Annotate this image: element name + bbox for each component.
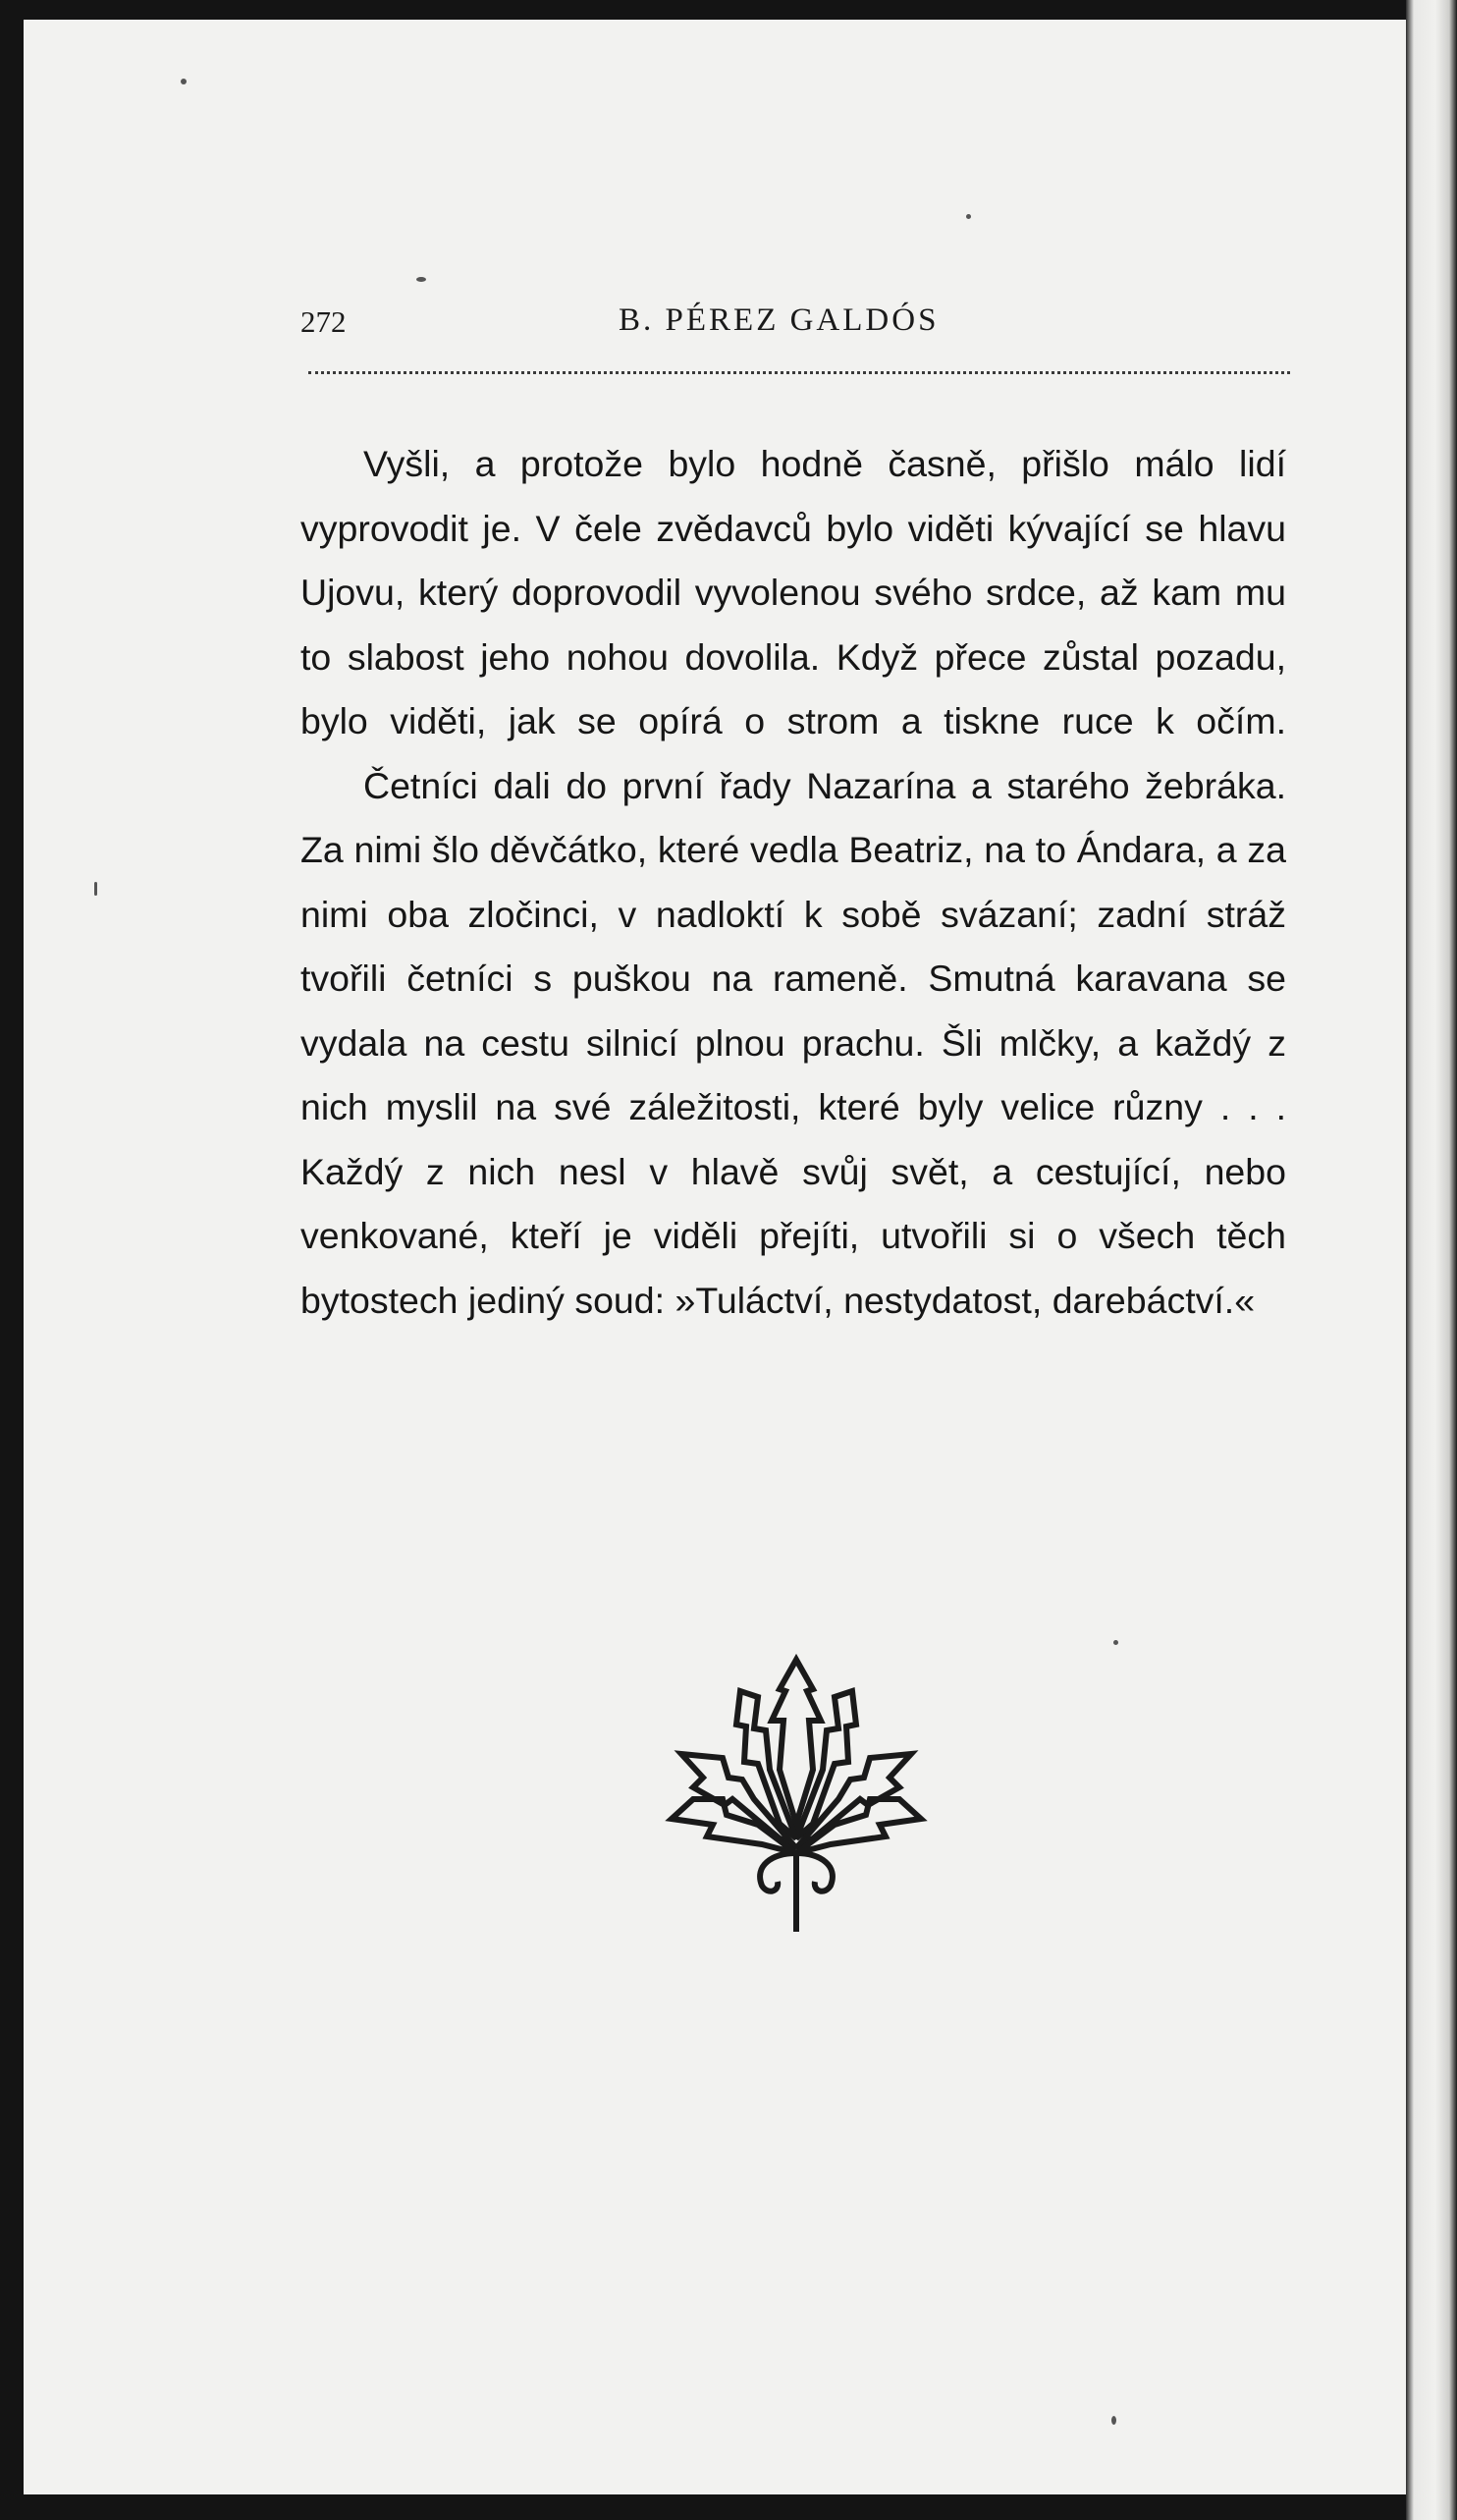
page-gutter (1406, 0, 1457, 2520)
scan-speck (94, 882, 97, 896)
scan-speck (966, 214, 971, 219)
page-header (24, 301, 1406, 350)
paragraph-2: Četníci dali do první řady Nazarína a starého žebráka. Za nimi šlo děvčátko, které vedla Beatriz, na to Ándara, a za nimi oba zločinci, v nadloktí k sobě svázaní; zadní stráž tvořili četníci s puškou na rameně. Smutná karavana se vydala na cestu silnicí plnou prachu. Šli mlčky, a každý z nich myslil na své záležitosti, které byly velice různy . . . Každý z nich nesl v hlavě svůj svět, a cestující, nebo venkované, kteří je viděli přejíti, utvořili si o všech těch bytostech jediný soud: »Tuláctví, nestydatost, darebáctví.« (300, 764, 1286, 1321)
fleuron-icon (664, 1652, 929, 1937)
scan-speck (416, 277, 426, 282)
page-number: 272 (300, 304, 347, 339)
body-text (300, 432, 1286, 1333)
scan-speck (1113, 1640, 1118, 1645)
paragraph-1: Vyšli, a protože bylo hodně časně, přišlo málo lidí vyprovodit je. V čele zvědavců bylo viděti kývající se hlavu Ujovu, který doprovodil vyvolenou svého srdce, až kam mu to slabost jeho nohou dovolila. Když přece zůstal pozadu, bylo viděti, jak se opírá o strom a tiskne ruce k očím. (300, 443, 1286, 741)
running-head: B. PÉREZ GALDÓS (619, 302, 940, 338)
scan-speck (181, 79, 187, 84)
scan-speck (1111, 2416, 1116, 2425)
header-rule (308, 371, 1290, 374)
book-page (24, 20, 1406, 2494)
